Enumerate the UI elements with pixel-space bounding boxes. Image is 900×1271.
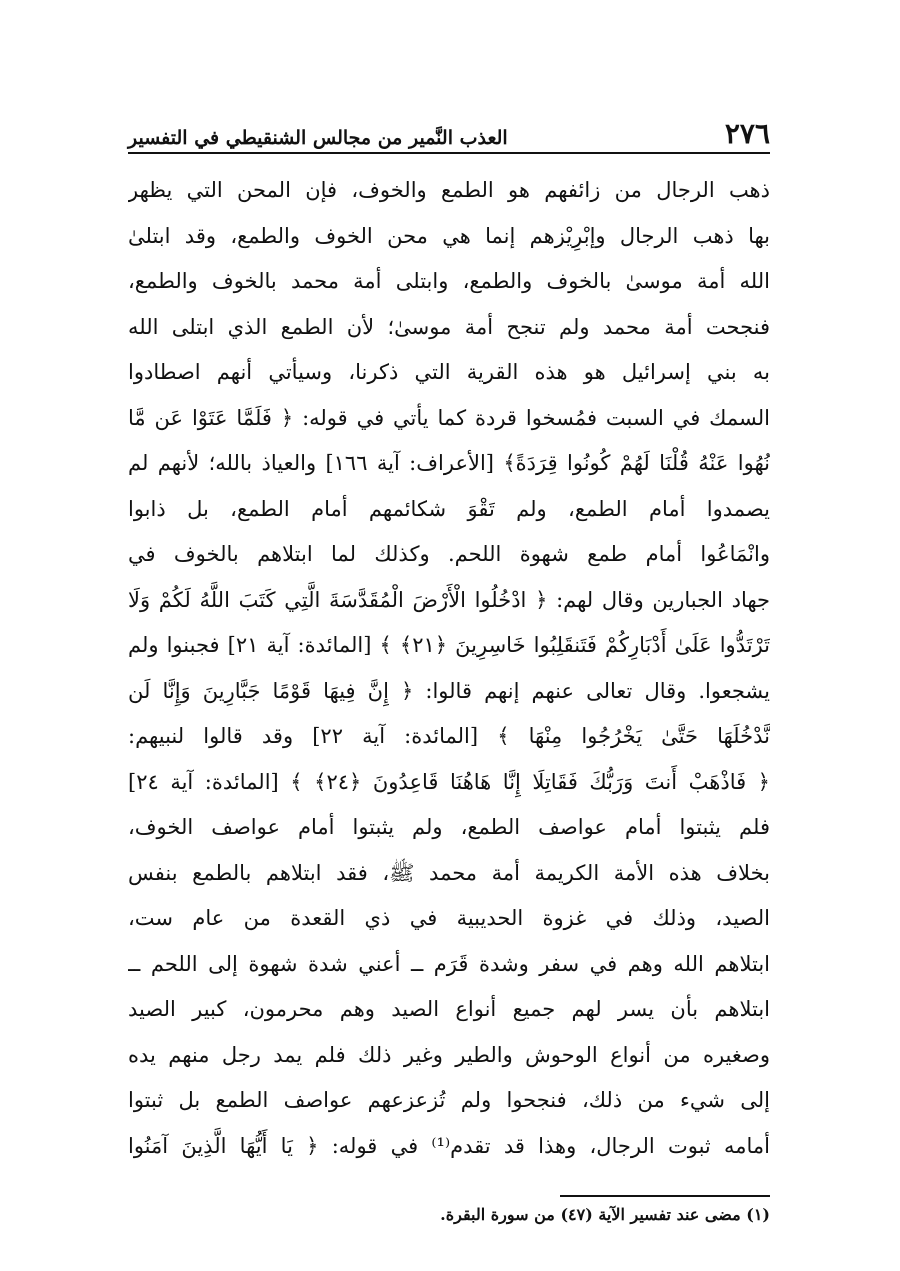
footnote-divider (560, 1195, 770, 1197)
book-page (128, 110, 770, 1224)
text-line: جهاد الجبارين وقال لهم: ﴿ ادْخُلُوا الْأَرْضَ الْمُقَدَّسَةَ الَّتِي كَتَبَ اللَّهُ لَكُمْ وَلَا (128, 587, 770, 612)
text-line: ذهب الرجال من زائفهم هو الطمع والخوف، فإن المحن التي يظهر (128, 178, 770, 202)
text-line: يشجعوا. وقال تعالى عنهم إنهم قالوا: ﴿ إِنَّ فِيهَا قَوْمًا جَبَّارِينَ وَإِنَّا لَن (128, 678, 770, 703)
text-line: فلم يثبتوا أمام عواصف الطمع، ولم يثبتوا أمام عواصف الخوف، (128, 815, 770, 839)
text-line: به بني إسرائيل هو هذه القرية التي ذكرنا، وسيأتي أنهم اصطادوا (128, 360, 770, 384)
text-line: إلى شيء من ذلك، فنجحوا ولم تُزعزعهم عواصف الطمع بل ثبتوا (128, 1088, 770, 1112)
running-header (128, 110, 770, 154)
text-line: الصيد، وذلك في غزوة الحديبية في ذي القعدة من عام ست، (128, 906, 770, 930)
text-line: نَّدْخُلَهَا حَتَّىٰ يَخْرُجُوا مِنْهَا ﴾ [المائدة: آية ٢٢] وقد قالوا لنبيهم: (128, 724, 770, 748)
text-line: أمامه ثبوت الرجال، وهذا قد تقدم⁽¹⁾ في قوله: ﴿ يَا أَيُّهَا الَّذِينَ آمَنُوا (128, 1133, 770, 1158)
text-line: وانْمَاعُوا أمام طمع شهوة اللحم. وكذلك لما ابتلاهم بالخوف في (128, 542, 770, 566)
footnote: (١) مضى عند تفسير الآية (٤٧) من سورة البقرة. (440, 1205, 770, 1224)
text-line: ابتلاهم بأن يسر لهم جميع أنواع الصيد وهم محرمون، كبير الصيد (128, 997, 770, 1021)
text-line: يصمدوا أمام الطمع، ولم تَقْوَ شكائمهم أمام الطمع، بل ذابوا (128, 496, 770, 521)
page-number: ٢٧٦ (724, 117, 770, 150)
text-line: الله أمة موسىٰ بالخوف والطمع، وابتلى أمة محمد بالخوف والطمع، (128, 269, 770, 293)
running-title: العذب النَّمير من مجالس الشنقيطي في التفسير (128, 127, 508, 149)
text-line: ابتلاهم الله وهم في سفر وشدة قَرَم ــ أعني شدة شهوة إلى اللحم ــ (128, 951, 770, 976)
text-line: فنجحت أمة محمد ولم تنجح أمة موسىٰ؛ لأن الطمع الذي ابتلى الله (128, 314, 770, 339)
text-line: بخلاف هذه الأمة الكريمة أمة محمد ﷺ، فقد ابتلاهم بالطمع بنفس (128, 860, 770, 885)
text-line: تَرْتَدُّوا عَلَىٰ أَدْبَارِكُمْ فَتَنقَلِبُوا خَاسِرِينَ ﴿٢١﴾ ﴾ [المائدة: آية ٢١] فجبنوا ولم (128, 633, 770, 657)
text-line: وصغيره من أنواع الوحوش والطير وغير ذلك فلم يمد رجل منهم يده (128, 1042, 770, 1067)
text-line: نُهُوا عَنْهُ قُلْنَا لَهُمْ كُونُوا قِرَدَةً﴾ [الأعراف: آية ١٦٦] والعياذ بالله؛ لأنهم لم (128, 451, 770, 475)
text-line: السمك في السبت فمُسخوا قردة كما يأتي في قوله: ﴿ فَلَمَّا عَتَوْا عَن مَّا (128, 405, 770, 430)
body-text (128, 168, 770, 1169)
text-line: بها ذهب الرجال وإبْرِيْزهم إنما هي محن الخوف والطمع، وقد ابتلىٰ (128, 223, 770, 248)
text-line: ﴿ فَاذْهَبْ أَنتَ وَرَبُّكَ فَقَاتِلَا إِنَّا هَاهُنَا قَاعِدُونَ ﴿٢٤﴾ ﴾ [المائدة: آية ٢٤] (128, 769, 770, 794)
